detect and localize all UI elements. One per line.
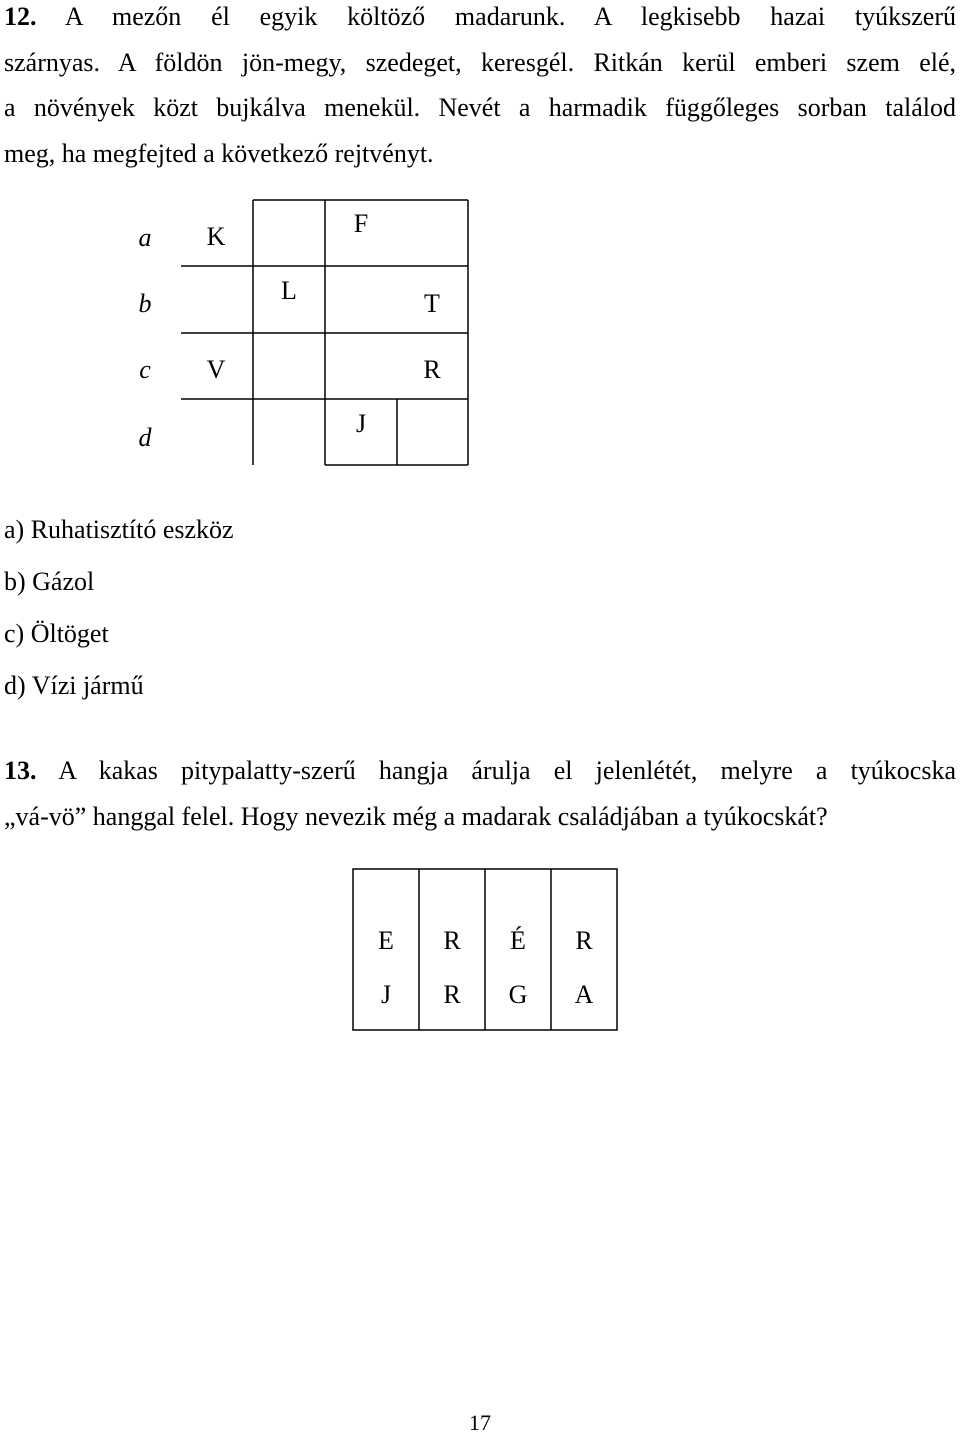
q12-line-4: meg, ha megfejted a következő rejtvényt. — [4, 138, 434, 168]
question-13-text — [4, 748, 956, 839]
row-label-a: a — [138, 223, 152, 252]
q12-number: 12. — [4, 2, 37, 31]
cell-a-letter-K: K — [206, 222, 226, 251]
q13-cell-2-2: R — [443, 980, 461, 1009]
clue-c: c) Öltöget — [4, 619, 109, 648]
q13-cell-2-3: G — [508, 980, 528, 1009]
q13-number: 13. — [4, 756, 37, 785]
q13-cell-2-4: A — [574, 980, 594, 1009]
cell-b-letter-L: L — [281, 276, 297, 305]
q13-cell-2-1: J — [380, 980, 392, 1009]
q12-line-1: 12. A mezőn él egyik költöző madarunk. A legkisebb hazai tyúkszerű — [4, 2, 956, 31]
row-label-c: c — [139, 355, 151, 384]
q13-cell-1-1: E — [378, 926, 394, 955]
q13-cell-1-3: É — [510, 926, 526, 955]
row-label-b: b — [138, 289, 152, 318]
cell-c-letter-R: R — [423, 355, 441, 384]
q13-line-1: 13. A kakas pitypalatty-szerű hangja árulja el jelenlétét, melyre a tyúkocska — [4, 756, 956, 785]
q13-cell-1-2: R — [443, 926, 461, 955]
clue-b: b) Gázol — [4, 567, 95, 596]
cell-b-letter-T: T — [424, 289, 440, 318]
clue-d: d) Vízi jármű — [4, 671, 144, 700]
cell-a-letter-F: F — [353, 209, 369, 238]
q12-line-3: a növények közt bujkálva menekül. Nevét a harmadik függőleges sorban találod — [4, 93, 956, 122]
q12-line-2: szárnyas. A földön jön-megy, szedeget, keresgél. Ritkán kerül emberi szem elé, — [4, 47, 956, 77]
cell-d-letter-J: J — [355, 409, 367, 438]
q13-line-2: „vá-vö” hanggal felel. Hogy nevezik még a madarak családjában a tyúkocskát? — [4, 801, 828, 831]
cell-c-letter-V: V — [206, 355, 226, 384]
page-number: 17 — [469, 1410, 491, 1435]
q13-cell-1-4: R — [575, 926, 593, 955]
clue-a: a) Ruhatisztító eszköz — [4, 515, 234, 544]
row-label-d: d — [138, 423, 152, 452]
